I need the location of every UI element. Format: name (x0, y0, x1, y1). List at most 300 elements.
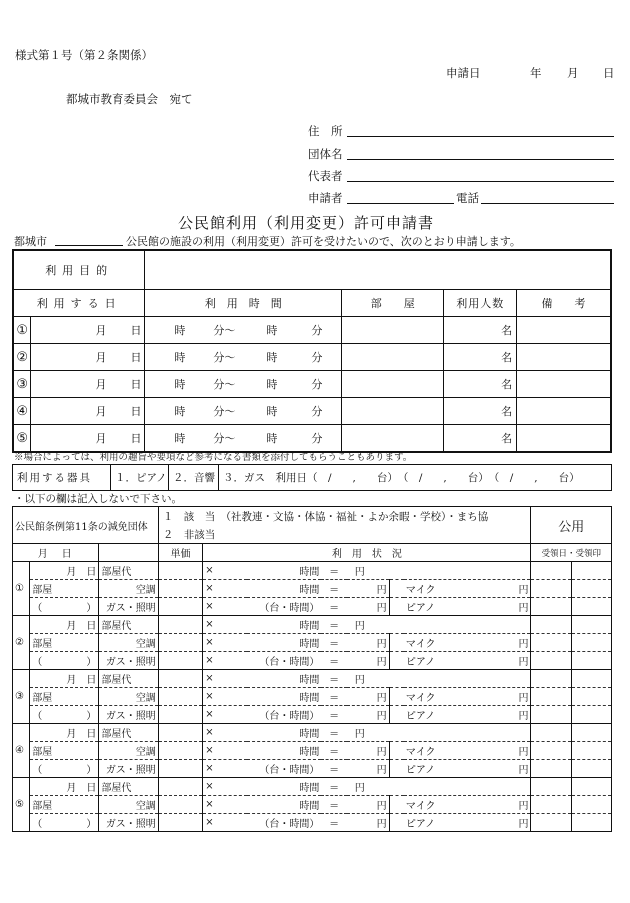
usage-month: 月 (66, 567, 77, 578)
unit-time-label: （台・時間） (247, 760, 321, 778)
month-label: 月 (95, 324, 107, 337)
room-fee-yen: 円 (347, 562, 531, 580)
usage-day: 日 (86, 729, 97, 740)
receipt-seal-cell[interactable] (571, 670, 611, 688)
mic-cell[interactable] (404, 742, 531, 760)
attachment-note: ※場合によっては、利用の趣旨や要項など参考になる書類を添付してもらうこともあります。 (14, 452, 413, 463)
room-fee-yen: 円 (347, 670, 531, 688)
room-name-cell[interactable] (30, 706, 99, 724)
receipt-date-cell[interactable] (531, 562, 571, 580)
unit-price-aircon[interactable] (158, 634, 202, 652)
piano-cell[interactable] (404, 652, 531, 670)
group-label: 団体名 (308, 147, 343, 161)
equipment-table (12, 464, 612, 491)
equals-sign: ＝ (321, 616, 346, 634)
receipt-date-cell[interactable] (531, 580, 571, 598)
equals-sign: ＝ (321, 814, 346, 832)
receipt-date-cell[interactable] (531, 634, 571, 652)
fee-type-room: 部屋代 (99, 778, 158, 796)
start-hour-label: 時 (174, 378, 186, 391)
mic-cell[interactable] (404, 634, 531, 652)
usage-subrow (13, 706, 612, 724)
piano-yen: 円 (518, 603, 529, 614)
piano-label: ピアノ (405, 657, 436, 668)
times-sign: × (203, 670, 247, 688)
mic-label: マイク (405, 747, 436, 758)
receipt-seal-cell[interactable] (571, 724, 611, 742)
equals-sign: ＝ (321, 634, 346, 652)
end-hour-label: 時 (266, 324, 278, 337)
unit-price-gas-light[interactable] (158, 706, 202, 724)
office-use-note: ・以下の欄は記入しないで下さい。 (14, 493, 182, 505)
room-fee-yen: 円 (347, 778, 531, 796)
mic-label: マイク (405, 801, 436, 812)
row-number: ② (13, 344, 31, 371)
address-field[interactable] (347, 136, 614, 137)
date-month: 月 (567, 66, 579, 80)
usage-header-blank (99, 544, 158, 562)
mic-label: マイク (405, 585, 436, 596)
times-sign: × (203, 634, 247, 652)
usage-subrow (13, 796, 612, 814)
usage-subrow (13, 580, 612, 598)
receipt-date-cell[interactable] (531, 760, 571, 778)
room-cell[interactable] (342, 317, 444, 344)
usage-subrow (13, 598, 612, 616)
people-cell[interactable]: 名 (444, 317, 517, 344)
unit-price-room[interactable] (158, 724, 202, 742)
notes-cell[interactable] (517, 317, 611, 344)
paren-close: ） (86, 603, 97, 614)
intro-prefix: 都城市 (14, 235, 47, 248)
receipt-date-cell[interactable] (531, 814, 571, 832)
end-minute-label: 分 (311, 432, 323, 445)
equals-sign: ＝ (321, 580, 346, 598)
piano-label: ピアノ (405, 765, 436, 776)
paren-close: ） (86, 711, 97, 722)
request-time-cell[interactable] (145, 317, 342, 344)
usage-month: 月 (66, 675, 77, 686)
paren-close: ） (86, 657, 97, 668)
unit-price-room[interactable] (158, 616, 202, 634)
hours-label: 時間 (247, 742, 321, 760)
equals-sign: ＝ (321, 778, 346, 796)
usage-row (13, 562, 612, 580)
receipt-seal-cell[interactable] (571, 814, 611, 832)
request-time-cell[interactable] (145, 425, 342, 453)
end-minute-label: 分 (311, 378, 323, 391)
start-minute-label: 分〜 (213, 405, 236, 418)
paren-open: （ (32, 711, 43, 722)
people-cell[interactable]: 名 (444, 425, 517, 453)
fee-type-gas-light: ガス・照明 (99, 814, 158, 832)
equals-sign: ＝ (321, 742, 346, 760)
month-label: 月 (95, 405, 107, 418)
office-usage-table (12, 506, 612, 832)
notes-cell[interactable] (517, 344, 611, 371)
times-sign: × (203, 652, 247, 670)
purpose-label: 利用目的 (13, 250, 145, 290)
receipt-seal-cell[interactable] (571, 796, 611, 814)
aircon-yen: 円 (347, 742, 389, 760)
piano-cell[interactable] (404, 598, 531, 616)
request-row (13, 371, 611, 398)
room-cell[interactable] (342, 425, 444, 453)
hall-name-field[interactable] (55, 245, 123, 246)
end-hour-label: 時 (266, 378, 278, 391)
usage-date-cell[interactable] (30, 724, 99, 742)
times-sign: × (203, 778, 247, 796)
gas-light-yen: 円 (347, 814, 389, 832)
notes-cell[interactable] (517, 398, 611, 425)
piano-cell[interactable] (404, 706, 531, 724)
equals-sign: ＝ (321, 598, 346, 616)
representative-label: 代表者 (308, 169, 343, 183)
usage-month: 月 (66, 783, 77, 794)
receipt-date-cell[interactable] (531, 688, 571, 706)
unit-time-label: （台・時間） (247, 706, 321, 724)
request-date-cell[interactable] (31, 425, 145, 453)
receipt-seal-cell[interactable] (571, 760, 611, 778)
unit-price-aircon[interactable] (158, 688, 202, 706)
usage-row (13, 670, 612, 688)
form-number: 様式第１号（第２条関係） (15, 48, 153, 62)
times-sign: × (203, 796, 247, 814)
receipt-seal-cell[interactable] (571, 706, 611, 724)
usage-row (13, 616, 612, 634)
end-hour-label: 時 (266, 351, 278, 364)
usage-row-number: ③ (13, 670, 30, 724)
request-row (13, 344, 611, 371)
start-hour-label: 時 (174, 324, 186, 337)
hours-label: 時間 (247, 724, 321, 742)
end-minute-label: 分 (311, 324, 323, 337)
receipt-seal-cell[interactable] (571, 652, 611, 670)
people-cell[interactable]: 名 (444, 371, 517, 398)
receipt-seal-cell[interactable] (571, 634, 611, 652)
equals-sign: ＝ (321, 562, 346, 580)
equals-sign: ＝ (321, 796, 346, 814)
people-cell[interactable]: 名 (444, 398, 517, 425)
unit-price-gas-light[interactable] (158, 598, 202, 616)
equals-sign: ＝ (321, 652, 346, 670)
request-date-cell[interactable] (31, 317, 145, 344)
request-time-cell[interactable] (145, 371, 342, 398)
hours-label: 時間 (247, 580, 321, 598)
request-date-cell[interactable] (31, 371, 145, 398)
times-sign: × (203, 814, 247, 832)
room-fee-yen: 円 (347, 724, 531, 742)
receipt-date-cell[interactable] (531, 742, 571, 760)
end-minute-label: 分 (311, 405, 323, 418)
phone-label: 電話 (456, 191, 479, 205)
receipt-date-cell[interactable] (531, 652, 571, 670)
usage-row-number: ① (13, 562, 30, 616)
usage-date-cell[interactable] (30, 778, 99, 796)
usage-header-unit-price: 単価 (158, 544, 202, 562)
receipt-seal-cell[interactable] (571, 742, 611, 760)
end-hour-label: 時 (266, 405, 278, 418)
receipt-date-cell[interactable] (531, 616, 571, 634)
fee-type-gas-light: ガス・照明 (99, 652, 158, 670)
start-minute-label: 分〜 (213, 351, 236, 364)
group-field[interactable] (347, 159, 614, 160)
usage-subrow (13, 634, 612, 652)
day-label: 日 (130, 405, 142, 418)
unit-price-room[interactable] (158, 562, 202, 580)
unit-price-gas-light[interactable] (158, 814, 202, 832)
paren-open: （ (32, 819, 43, 830)
application-date-label: 申請日 (446, 66, 481, 80)
fee-type-gas-light: ガス・照明 (99, 760, 158, 778)
date-year: 年 (530, 66, 542, 80)
mic-cell[interactable] (404, 580, 531, 598)
request-row (13, 425, 611, 453)
mic-label: マイク (405, 639, 436, 650)
receipt-date-cell[interactable] (531, 778, 571, 796)
unit-price-aircon[interactable] (158, 580, 202, 598)
row-number: ③ (13, 371, 31, 398)
row-number: ④ (13, 398, 31, 425)
piano-cell[interactable] (404, 814, 531, 832)
exemption-label: 公民館条例第11条の減免団体 (13, 507, 159, 544)
equals-sign: ＝ (321, 760, 346, 778)
end-minute-label: 分 (311, 351, 323, 364)
usage-row-number: ⑤ (13, 778, 30, 832)
header-date: 利用する日 (13, 290, 145, 317)
usage-header-status: 利 用 状 況 (203, 544, 531, 562)
times-sign: × (203, 580, 247, 598)
aircon-yen: 円 (347, 580, 389, 598)
month-label: 月 (95, 378, 107, 391)
start-minute-label: 分〜 (213, 324, 236, 337)
gas-light-yen: 円 (347, 598, 389, 616)
receipt-seal-cell[interactable] (571, 616, 611, 634)
usage-day: 日 (86, 675, 97, 686)
room-name-cell[interactable] (30, 814, 99, 832)
unit-time-label: （台・時間） (247, 814, 321, 832)
room-label: 部屋 (30, 634, 99, 652)
unit-price-gas-light[interactable] (158, 760, 202, 778)
request-time-cell[interactable] (145, 398, 342, 425)
day-label: 日 (130, 378, 142, 391)
start-minute-label: 分〜 (213, 432, 236, 445)
month-label: 月 (95, 432, 107, 445)
day-label: 日 (130, 351, 142, 364)
fee-type-aircon: 空調 (99, 580, 158, 598)
unit-price-room[interactable] (158, 778, 202, 796)
aircon-yen: 円 (347, 688, 389, 706)
start-hour-label: 時 (174, 432, 186, 445)
equipment-sound[interactable]: ２．音響 (169, 465, 219, 491)
aircon-yen: 円 (347, 796, 389, 814)
fee-type-aircon: 空調 (99, 742, 158, 760)
paren-open: （ (32, 603, 43, 614)
applicant-field[interactable] (347, 203, 454, 204)
mic-cell[interactable] (404, 796, 531, 814)
aircon-yen: 円 (347, 634, 389, 652)
times-sign: × (203, 706, 247, 724)
usage-month: 月 (66, 621, 77, 632)
receipt-seal-cell[interactable] (571, 580, 611, 598)
fee-type-aircon: 空調 (99, 688, 158, 706)
notes-cell[interactable] (517, 425, 611, 453)
unit-time-label: （台・時間） (247, 598, 321, 616)
usage-subrow (13, 742, 612, 760)
piano-yen: 円 (518, 657, 529, 668)
address-label: 住 所 (308, 124, 343, 138)
equipment-gas[interactable]: ３．ガス 利用日（ / , 台） （ / , 台） （ / , 台） (219, 465, 612, 491)
end-hour-label: 時 (266, 432, 278, 445)
times-sign: × (203, 742, 247, 760)
usage-date-cell[interactable] (30, 616, 99, 634)
receipt-seal-cell[interactable] (571, 562, 611, 580)
date-day: 日 (603, 66, 615, 80)
room-cell[interactable] (342, 371, 444, 398)
receipt-date-cell[interactable] (531, 598, 571, 616)
intro-text: 公民館の施設の利用（利用変更）許可を受けたいので、次のとおり申請します。 (126, 235, 521, 248)
usage-month: 月 (66, 729, 77, 740)
fee-type-room: 部屋代 (99, 562, 158, 580)
request-row (13, 317, 611, 344)
paren-close: ） (86, 765, 97, 776)
room-cell[interactable] (342, 344, 444, 371)
mic-yen: 円 (518, 639, 529, 650)
mic-yen: 円 (518, 801, 529, 812)
usage-subrow (13, 688, 612, 706)
mic-yen: 円 (518, 585, 529, 596)
header-people: 利用人数 (444, 290, 517, 317)
people-cell[interactable]: 名 (444, 344, 517, 371)
piano-cell[interactable] (404, 760, 531, 778)
start-hour-label: 時 (174, 351, 186, 364)
equals-sign: ＝ (321, 724, 346, 742)
fee-type-aircon: 空調 (99, 634, 158, 652)
fee-type-room: 部屋代 (99, 670, 158, 688)
receipt-date-cell[interactable] (531, 724, 571, 742)
receipt-seal-cell[interactable] (571, 688, 611, 706)
times-sign: × (203, 688, 247, 706)
times-sign: × (203, 724, 247, 742)
room-label: 部屋 (30, 688, 99, 706)
times-sign: × (203, 760, 247, 778)
usage-row (13, 778, 612, 796)
usage-header-date: 月 日 (13, 544, 99, 562)
notes-cell[interactable] (517, 371, 611, 398)
room-fee-yen: 円 (347, 616, 531, 634)
fee-type-room: 部屋代 (99, 724, 158, 742)
usage-request-table (12, 249, 612, 453)
piano-label: ピアノ (405, 711, 436, 722)
piano-yen: 円 (518, 819, 529, 830)
fee-type-gas-light: ガス・照明 (99, 706, 158, 724)
exemption-option-2[interactable]: ２ 非該当 (158, 525, 531, 544)
room-name-cell[interactable] (30, 652, 99, 670)
unit-price-gas-light[interactable] (158, 652, 202, 670)
purpose-field[interactable] (145, 250, 611, 290)
usage-subrow (13, 652, 612, 670)
day-label: 日 (130, 324, 142, 337)
request-time-cell[interactable] (145, 344, 342, 371)
receipt-date-cell[interactable] (531, 796, 571, 814)
hours-label: 時間 (247, 796, 321, 814)
hours-label: 時間 (247, 634, 321, 652)
equals-sign: ＝ (321, 688, 346, 706)
applicant-label: 申請者 (308, 191, 343, 205)
hours-label: 時間 (247, 562, 321, 580)
hours-label: 時間 (247, 688, 321, 706)
usage-day: 日 (86, 621, 97, 632)
usage-subrow (13, 760, 612, 778)
mic-cell[interactable] (404, 688, 531, 706)
receipt-seal-cell[interactable] (571, 778, 611, 796)
usage-row-number: ② (13, 616, 30, 670)
usage-date-cell[interactable] (30, 562, 99, 580)
gas-light-yen: 円 (347, 760, 389, 778)
request-date-cell[interactable] (31, 344, 145, 371)
day-label: 日 (130, 432, 142, 445)
row-number: ① (13, 317, 31, 344)
gas-light-yen: 円 (347, 652, 389, 670)
room-label: 部屋 (30, 580, 99, 598)
addressee: 都城市教育委員会 宛て (66, 92, 193, 106)
receipt-date-cell[interactable] (531, 670, 571, 688)
exemption-option-1[interactable]: １ 該 当 （社教連・文協・体協・福祉・よか余暇・学校）・まち協 (158, 507, 531, 526)
gas-light-yen: 円 (347, 706, 389, 724)
official-use: 公用 (531, 507, 612, 544)
receipt-date-cell[interactable] (531, 706, 571, 724)
start-hour-label: 時 (174, 405, 186, 418)
form-title: 公民館利用（利用変更）許可申請書 (178, 214, 435, 232)
room-name-cell[interactable] (30, 598, 99, 616)
times-sign: × (203, 598, 247, 616)
paren-close: ） (86, 819, 97, 830)
equipment-piano[interactable]: １．ピアノ (111, 465, 169, 491)
room-label: 部屋 (30, 742, 99, 760)
room-cell[interactable] (342, 398, 444, 425)
unit-price-aircon[interactable] (158, 796, 202, 814)
unit-time-label: （台・時間） (247, 652, 321, 670)
usage-subrow (13, 814, 612, 832)
piano-yen: 円 (518, 711, 529, 722)
equals-sign: ＝ (321, 706, 346, 724)
fee-type-room: 部屋代 (99, 616, 158, 634)
usage-row-number: ④ (13, 724, 30, 778)
receipt-seal-cell[interactable] (571, 598, 611, 616)
equals-sign: ＝ (321, 670, 346, 688)
representative-field[interactable] (347, 181, 614, 182)
unit-price-room[interactable] (158, 670, 202, 688)
request-date-cell[interactable] (31, 398, 145, 425)
header-room: 部 屋 (342, 290, 444, 317)
usage-header-receipt: 受領日・受領印 (531, 544, 612, 562)
room-label: 部屋 (30, 796, 99, 814)
piano-label: ピアノ (405, 603, 436, 614)
phone-field[interactable] (481, 203, 614, 204)
paren-open: （ (32, 657, 43, 668)
fee-type-aircon: 空調 (99, 796, 158, 814)
room-name-cell[interactable] (30, 760, 99, 778)
mic-label: マイク (405, 693, 436, 704)
piano-yen: 円 (518, 765, 529, 776)
unit-price-aircon[interactable] (158, 742, 202, 760)
equipment-label: 利用する器具 (13, 465, 111, 491)
hours-label: 時間 (247, 778, 321, 796)
request-row (13, 398, 611, 425)
paren-open: （ (32, 765, 43, 776)
usage-date-cell[interactable] (30, 670, 99, 688)
start-minute-label: 分〜 (213, 378, 236, 391)
